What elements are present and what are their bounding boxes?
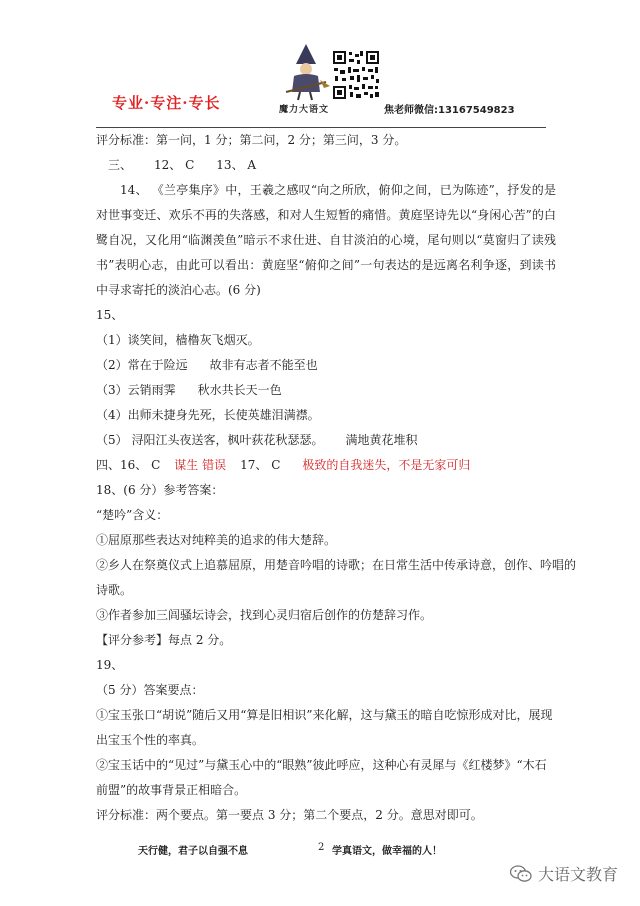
answer-item: 12、 C <box>154 158 195 172</box>
text-line: “楚吟”含义： <box>96 508 169 522</box>
footer-slogan: 学真语文，做幸福的人！ <box>332 846 442 857</box>
text-line: （5 分）答案要点： <box>96 683 204 697</box>
page-number: 2 <box>318 842 325 853</box>
section-number: 三、 <box>108 158 133 172</box>
text-line: ①宝玉张口“胡说”随后又用“算是旧相识”来化解，这与黛玉的暗自吃惊形成对比，展现 <box>96 708 553 722</box>
text-line: 出宝玉个性的率真。 <box>96 733 205 747</box>
answer-item: 13、 A <box>216 158 257 172</box>
page-header <box>0 0 640 130</box>
text-line: 评分标准：第一问，1 分；第二问，2 分；第三问，3 分。 <box>96 133 407 147</box>
answer-item: 秋水共长天一色 <box>197 383 282 397</box>
text-line <box>96 378 556 403</box>
text-line: 【评分参考】每点 2 分。 <box>96 633 232 647</box>
answer-item: 满地黄花堆积 <box>345 433 418 447</box>
answer-item: （3）云销雨霁 <box>96 383 176 397</box>
text-line: 19、 <box>96 658 124 672</box>
text-line: ③作者参加三闾骚坛诗会，找到心灵归宿后创作的仿楚辞习作。 <box>96 608 433 622</box>
answer-item: 极致的自我迷失，不是无家可归 <box>302 458 471 472</box>
text-line: ②乡人在祭奠仪式上追慕屈原，用楚音吟唱的诗歌；在日常生活中传承诗意，创作、吟唱的 <box>96 558 577 572</box>
contact-info: 焦老师微信:13167549823 <box>384 105 515 116</box>
text-line: 前盟”的故事背景正相暗合。 <box>96 783 247 797</box>
answer-item: （5） 浔阳江头夜送客，枫叶荻花秋瑟瑟。 <box>96 433 324 447</box>
text-line: 15、 <box>96 308 124 322</box>
wizard-logo-icon <box>280 42 332 102</box>
text-line: 18、(6 分）参考答案： <box>96 483 224 497</box>
qr-code-icon <box>332 50 380 100</box>
text-line: 诗歌。 <box>96 583 133 597</box>
text-line <box>96 353 556 378</box>
slogan: 专业·专注·专长 <box>112 94 221 112</box>
wechat-icon <box>510 865 532 883</box>
text-line: ②宝玉话中的“见过”与黛玉心中的“眼熟”彼此呼应，这种心有灵犀与《红楼梦》“木石 <box>96 758 547 772</box>
text-line: ①屈原那些表达对纯粹美的追求的伟大楚辞。 <box>96 533 337 547</box>
text-line <box>96 453 556 478</box>
footer-motto: 天行健，君子以自强不息 <box>138 846 248 857</box>
text-line: （4）出师未捷身先死，长使英雄泪满襟。 <box>96 408 320 422</box>
text-line <box>96 153 556 178</box>
answer-content <box>96 128 577 828</box>
text-line: （1）谈笑间，樯橹灰飞烟灭。 <box>96 333 260 347</box>
brand-name: 魔力大语文 <box>279 105 330 115</box>
watermark <box>510 862 618 885</box>
answer-paragraph: 14、 《兰亭集序》中，王羲之感叹“向之所欣，俯仰之间，已为陈迹”，抒发的是对世事变迁、欢乐不再的失落感，和对人生短暂的痛惜。黄庭坚诗先以“身闲心苦”的白鹭自况，又化用“临渊羡鱼”暗示不求仕进、自甘淡泊的心境，尾句则以“莫窗归了读残书”表明心志，由此可以看出：黄庭坚“俯仰之间”一句表达的是远离名利争逐，到读书中寻求寄托的淡泊心志。(6 分) <box>96 183 556 297</box>
answer-item: 四、16、 C <box>96 458 161 472</box>
answer-item: 谋生 错误 <box>174 458 227 472</box>
text-line: 评分标准：两个要点。第一要点 3 分；第二个要点，2 分。意思对即可。 <box>96 808 483 822</box>
answer-item: （2）常在于险远 <box>96 358 188 372</box>
answer-item: 故非有志者不能至也 <box>209 358 318 372</box>
watermark-text: 大语文教育 <box>538 865 619 884</box>
text-line <box>96 428 556 453</box>
answer-item: 17、 C <box>240 458 281 472</box>
